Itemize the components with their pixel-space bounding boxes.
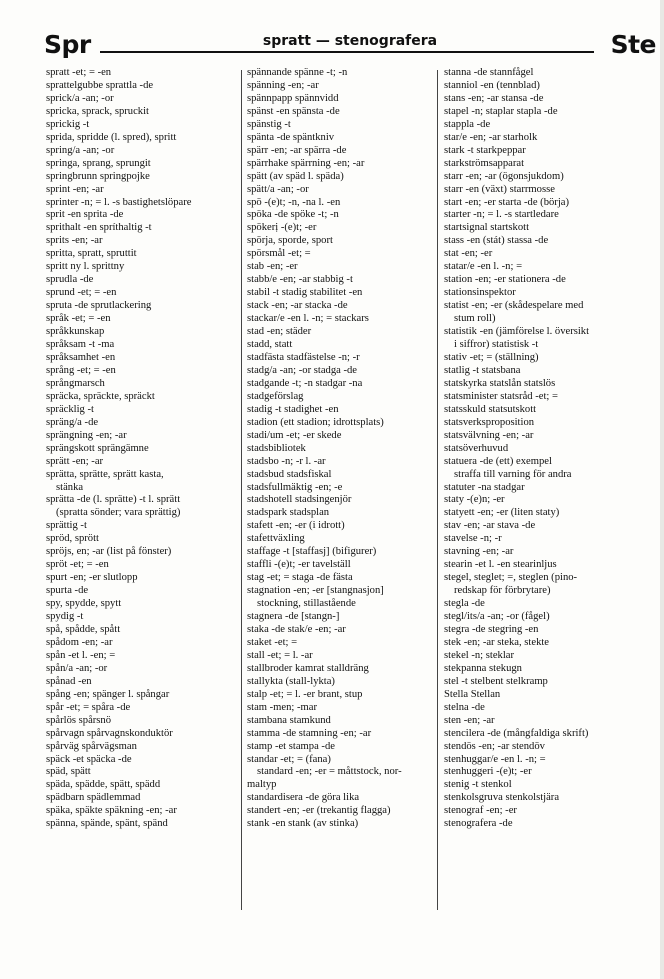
entry-line: sprick/a -an; -or	[46, 92, 114, 104]
entry-line: stockning, stillastående	[257, 598, 356, 610]
entry-line: stass -en (stát) stassa -de	[444, 235, 549, 247]
entry-line: stegra -de stegring -en	[444, 623, 539, 635]
entry-line: spådom -en; -ar	[46, 636, 113, 648]
entry-line: språksamhet -en	[46, 351, 116, 363]
entry-line: stadshotell stadsingenjör	[247, 494, 352, 506]
entry-line: redskap för förbrytare)	[454, 585, 551, 597]
entry-line: spräcklig -t	[46, 403, 94, 415]
entry-line: statuera -de (ett) exempel	[444, 455, 552, 467]
entry-line: starkströmsapparat	[444, 157, 525, 169]
entry-line: spärr -en; -ar spärra -de	[247, 144, 347, 156]
entry-line: statsminister statsråd -et; =	[444, 390, 558, 402]
entry-line: stationsinspektor	[444, 287, 516, 299]
entry-line: stek -en; -ar steka, stekte	[444, 636, 550, 648]
entry-line: stativ -et; = (ställning)	[444, 351, 539, 363]
entry-line: stanna -de stannfågel	[444, 67, 534, 78]
entry-line: stavning -en; -ar	[444, 546, 514, 558]
guide-word-right: Ste	[610, 30, 656, 59]
entry-line: spänta -de späntkniv	[247, 131, 335, 143]
entry-line: sprättig -t	[46, 520, 87, 532]
entry-line: sprint -en; -ar	[46, 183, 104, 195]
entry-line: sprätta, sprätte, sprätt kasta,	[46, 468, 164, 480]
entry-line: straffa till varning för andra	[454, 468, 572, 480]
entry-line: stadgeförslag	[247, 390, 304, 402]
entry-line: spräng/a -de	[46, 416, 99, 428]
entry-line: spökerị -(e)t; -er	[247, 222, 317, 234]
entry-line: stank -en stank (av stinka)	[247, 818, 359, 830]
entry-line: startsignal startskott	[444, 222, 530, 234]
entry-line: späda, spädde, spätt, spädd	[46, 779, 161, 791]
entry-line: sprund -et; = -en	[46, 287, 117, 299]
entry-line: stamp -et stampa -de	[247, 740, 335, 752]
entry-line: stelna -de	[444, 701, 485, 713]
entry-line: i siffror) statistisk -t	[454, 339, 539, 351]
entry-line: sten -en; -ar	[444, 714, 495, 726]
entry-line: stad -en; städer	[247, 326, 312, 338]
entry-line: stark -t starkpeppar	[444, 144, 526, 156]
entry-line: statlig -t statsbana	[444, 364, 521, 376]
entry-line: stadg/a -an; -or stadga -de	[247, 364, 358, 376]
entry-line: sprit -en sprita -de	[46, 209, 124, 221]
entry-line: spå, spådde, spått	[46, 623, 121, 635]
entry-line: stadd, statt	[247, 339, 293, 351]
entry-line: stenkolsgruva stenkolstjära	[444, 792, 560, 804]
entry-line: spy, spydde, spytt	[46, 598, 122, 610]
entry-line: spörsmål -et; =	[247, 248, 311, 260]
entry-line: springa, sprang, sprungit	[46, 157, 151, 169]
entry-line: staka -de stak/e -en; -ar	[247, 623, 346, 635]
entry-line: stadion (ett stadion; idrottsplats)	[247, 416, 384, 428]
entry-line: stenhuggar/e -en l. -n; =	[444, 753, 546, 765]
entry-line: spännpapp spännvidd	[247, 92, 339, 104]
entry-line: station -en; -er stationera -de	[444, 274, 566, 286]
entry-line: spår -et; = spåra -de	[46, 701, 131, 713]
entry-line: stack -en; -ar stacka -de	[247, 300, 348, 312]
entry-column-left	[46, 67, 242, 831]
entry-line: stamma -de stamning -en; -ar	[247, 727, 372, 739]
entry-line: start -en; -er starta -de (börja)	[444, 196, 569, 208]
entry-line: spänna, spände, spänt, spänd	[46, 818, 168, 830]
entry-line: spritt ny l. sprittny	[46, 261, 125, 273]
entry-line: spån -et l. -en; =	[46, 649, 116, 661]
entry-line: stenografera -de	[444, 818, 513, 830]
entry-line: standard -en; -er = måttstock, nor-	[257, 766, 402, 778]
entry-line: stav -en; -ar stava -de	[444, 520, 536, 532]
entry-line: stegel, steglet; =, steglen (pino-	[444, 572, 578, 584]
entry-line: stavelse -n; -r	[444, 533, 502, 545]
entry-line: spätt (av späd l. späda)	[247, 170, 344, 182]
entry-line: spö -(e)t; -n, -na l. -en	[247, 196, 341, 208]
entry-line: stadi/um -et; -er skede	[247, 429, 342, 441]
entry-line: Stella Stellan	[444, 688, 501, 700]
entry-line: stagnation -en; -er [stangnasjon]	[247, 585, 384, 597]
entry-line: sprickig -t	[46, 118, 90, 130]
entry-line: standardisera -de göra lika	[247, 792, 360, 804]
entry-line: spräcka, spräckte, spräckt	[46, 390, 155, 402]
entry-line: spring/a -an; -or	[46, 144, 115, 156]
entry-line: spårlös spårsnö	[46, 714, 112, 726]
entry-line: spritta, spratt, spruttit	[46, 248, 137, 260]
entry-line: spädbarn spädlemmad	[46, 792, 141, 804]
entry-line: stenig -t stenkol	[444, 779, 512, 791]
entry-line: statsvälvning -en; -ar	[444, 429, 534, 441]
entry-line: starr -en; -ar (ögonsjukdom)	[444, 170, 564, 182]
entry-line: stadgande -t; -n stadgar -na	[247, 377, 363, 389]
entry-line: (spratta sönder; vara sprättig)	[56, 507, 181, 519]
entry-line: statar/e -en l. -n; =	[444, 261, 523, 273]
entry-line: stänka	[56, 481, 84, 493]
entry-line: stadsbibliotek	[247, 442, 306, 454]
entry-line: sprattelgubbe sprattla -de	[46, 79, 154, 91]
entry-line: spurt -en; -er slutlopp	[46, 572, 138, 584]
entry-line: statsöverhuvud	[444, 442, 509, 454]
entry-line: stans -en; -ar stansa -de	[444, 92, 544, 104]
entry-line: språngmarsch	[46, 377, 105, 389]
entry-line: stackar/e -en l. -n; = stackars	[247, 313, 369, 325]
entry-line: starter -n; = l. -s startledare	[444, 209, 559, 221]
entry-line: stenograf -en; -er	[444, 805, 517, 817]
entry-line: staty -(e)n; -er	[444, 494, 505, 506]
entry-line: sprits -en; -ar	[46, 235, 103, 247]
entry-line: stambana stamkund	[247, 714, 331, 726]
entry-line: starr -en (växt) starrmosse	[444, 183, 555, 195]
entry-line: spröjs, en; -ar (list på fönster)	[46, 546, 172, 558]
page-title: spratt — stenografera	[262, 33, 438, 49]
entry-line: statyett -en; -er (liten staty)	[444, 507, 560, 519]
entry-column-middle	[247, 67, 443, 831]
entry-line: språk -et; = -en	[46, 313, 111, 325]
entry-line: stekpanna stekugn	[444, 662, 522, 674]
entry-line: maltyp	[247, 779, 277, 791]
entry-line: stendös -en; -ar stendöv	[444, 740, 545, 752]
entry-line: staffage -t [staffasj] (bifigurer)	[247, 546, 377, 558]
entry-line: standert -en; -er (trekantig flagga)	[247, 805, 391, 817]
entry-line: stadsbo -n; -r l. -ar	[247, 455, 326, 467]
entry-line: språkkunskap	[46, 326, 105, 338]
entry-line: späd, spätt	[46, 766, 91, 778]
entry-line: stadig -t stadighet -en	[247, 403, 339, 415]
entry-line: sprätta -de (l. sprätte) -t l. sprätt	[46, 494, 181, 506]
entry-line: spurta -de	[46, 585, 89, 597]
entry-line: staffli -(e)t; -er tavelställ	[247, 559, 351, 571]
entry-line: spänst -en spänsta -de	[247, 105, 340, 117]
entry-line: stalp -et; = l. -er brant, stup	[247, 688, 363, 700]
entry-line: sprida, spridde (l. spred), spritt	[46, 131, 177, 143]
entry-line: stafett -en; -er (i idrott)	[247, 520, 345, 532]
entry-line: spörja, sporde, sport	[247, 235, 333, 247]
entry-line: språksam -t -ma	[46, 339, 115, 351]
entry-line: stallykta (stall-lykta)	[247, 675, 335, 687]
entry-line: stabb/e -en; -ar stabbig -t	[247, 274, 353, 286]
entry-line: stag -et; = staga -de fästa	[247, 572, 353, 584]
entry-line: späka, späkte späkning -en; -ar	[46, 805, 177, 817]
entry-line: stadsfullmäktig -en; -e	[247, 481, 343, 493]
entry-line: späck -et späcka -de	[46, 753, 132, 765]
entry-line: spårvagn spårvagnskonduktör	[46, 727, 173, 739]
entry-line: sprudla -de	[46, 274, 94, 286]
entry-line: stencilera -de (mångfaldiga skrift)	[444, 727, 589, 739]
entry-line: spydig -t	[46, 611, 84, 623]
entry-line: spänstig -t	[247, 118, 291, 130]
entry-line: stadsbud stadsfiskal	[247, 468, 332, 480]
entry-line: stadspark stadsplan	[247, 507, 330, 519]
entry-line: spännande spänne -t; -n	[247, 67, 348, 78]
entry-line: stenhuggeri -(e)t; -er	[444, 766, 532, 778]
entry-line: språng -et; = -en	[46, 364, 116, 376]
entry-line: spratt -et; = -en	[46, 67, 112, 78]
entry-line: sprinter -n; = l. -s bastighetslöpare	[46, 196, 192, 208]
entry-line: stel -t stelbent stelkramp	[444, 675, 548, 687]
entry-line: spång -en; spänger l. spångar	[46, 688, 170, 700]
entry-line: springbrunn springpojke	[46, 170, 150, 182]
entry-line: spöka -de spöke -t; -n	[247, 209, 339, 221]
entry-line: spårväg spårvägsman	[46, 740, 137, 752]
entry-line: stab -en; -er	[247, 261, 298, 273]
entry-line: statistik -en (jämförelse l. översikt	[444, 326, 590, 338]
page-header	[44, 28, 656, 60]
entry-line: statsverksproposition	[444, 416, 535, 428]
entry-line: stam -men; -mar	[247, 701, 318, 713]
entry-line: sprithalt -en spríthaltig -t	[46, 222, 152, 234]
entry-line: stat -en; -er	[444, 248, 493, 260]
entry-line: stanniol -en (tennblad)	[444, 79, 540, 91]
entry-line: stall -et; = l. -ar	[247, 649, 313, 661]
entry-line: stafettväxling	[247, 533, 305, 545]
entry-line: stabil -t stadig stabilitet -en	[247, 287, 363, 299]
entry-line: star/e -en; -ar starholk	[444, 131, 538, 143]
entry-line: stapel -n; staplar stapla -de	[444, 105, 558, 117]
entry-line: sprängskott sprängämne	[46, 442, 149, 454]
entry-line: spån/a -an; -or	[46, 662, 108, 674]
entry-line: statuter -na stadgar	[444, 481, 525, 493]
entry-line: spruta -de sprutlackering	[46, 300, 152, 312]
entry-line: stum roll)	[454, 313, 496, 325]
entry-line: statsskuld statsutskott	[444, 403, 537, 415]
entry-line: stegla -de	[444, 598, 485, 610]
entry-column-right	[444, 67, 640, 831]
entry-line: spricka, sprack, spruckit	[46, 105, 149, 117]
header-rule	[100, 51, 594, 53]
entry-line: standar -et; = (fana)	[247, 753, 331, 765]
entry-line: sprätt -en; -ar	[46, 455, 104, 467]
entry-line: spärrhake spärrning -en; -ar	[247, 157, 365, 169]
entry-line: spröt -et; = -en	[46, 559, 109, 571]
entry-line: stappla -de	[444, 118, 491, 130]
entry-line: spänning -en; -ar	[247, 79, 319, 91]
entry-line: stearin -et l. -en stearinljus	[444, 559, 557, 571]
entry-line: staket -et; =	[247, 636, 298, 648]
entry-line: spätt/a -an; -or	[247, 183, 309, 195]
entry-line: spånad -en	[46, 675, 92, 687]
guide-word-left: Spr	[44, 30, 91, 59]
entry-line: statist -en; -er (skådespelare med	[444, 300, 584, 312]
entry-line: stagnera -de [stangn-]	[247, 611, 340, 623]
entry-line: stadfästa stadfästelse -n; -r	[247, 351, 360, 363]
entry-line: statskyrka statslån statslös	[444, 377, 556, 389]
entry-line: stegl/its/a -an; -or (fågel)	[444, 611, 550, 623]
entry-line: stallbroder kamrat stalldräng	[247, 662, 369, 674]
page-edge	[660, 0, 664, 979]
entry-line: sprängning -en; -ar	[46, 429, 127, 441]
entry-line: stekel -n; steklar	[444, 649, 515, 661]
entry-line: spröd, sprött	[46, 533, 99, 545]
